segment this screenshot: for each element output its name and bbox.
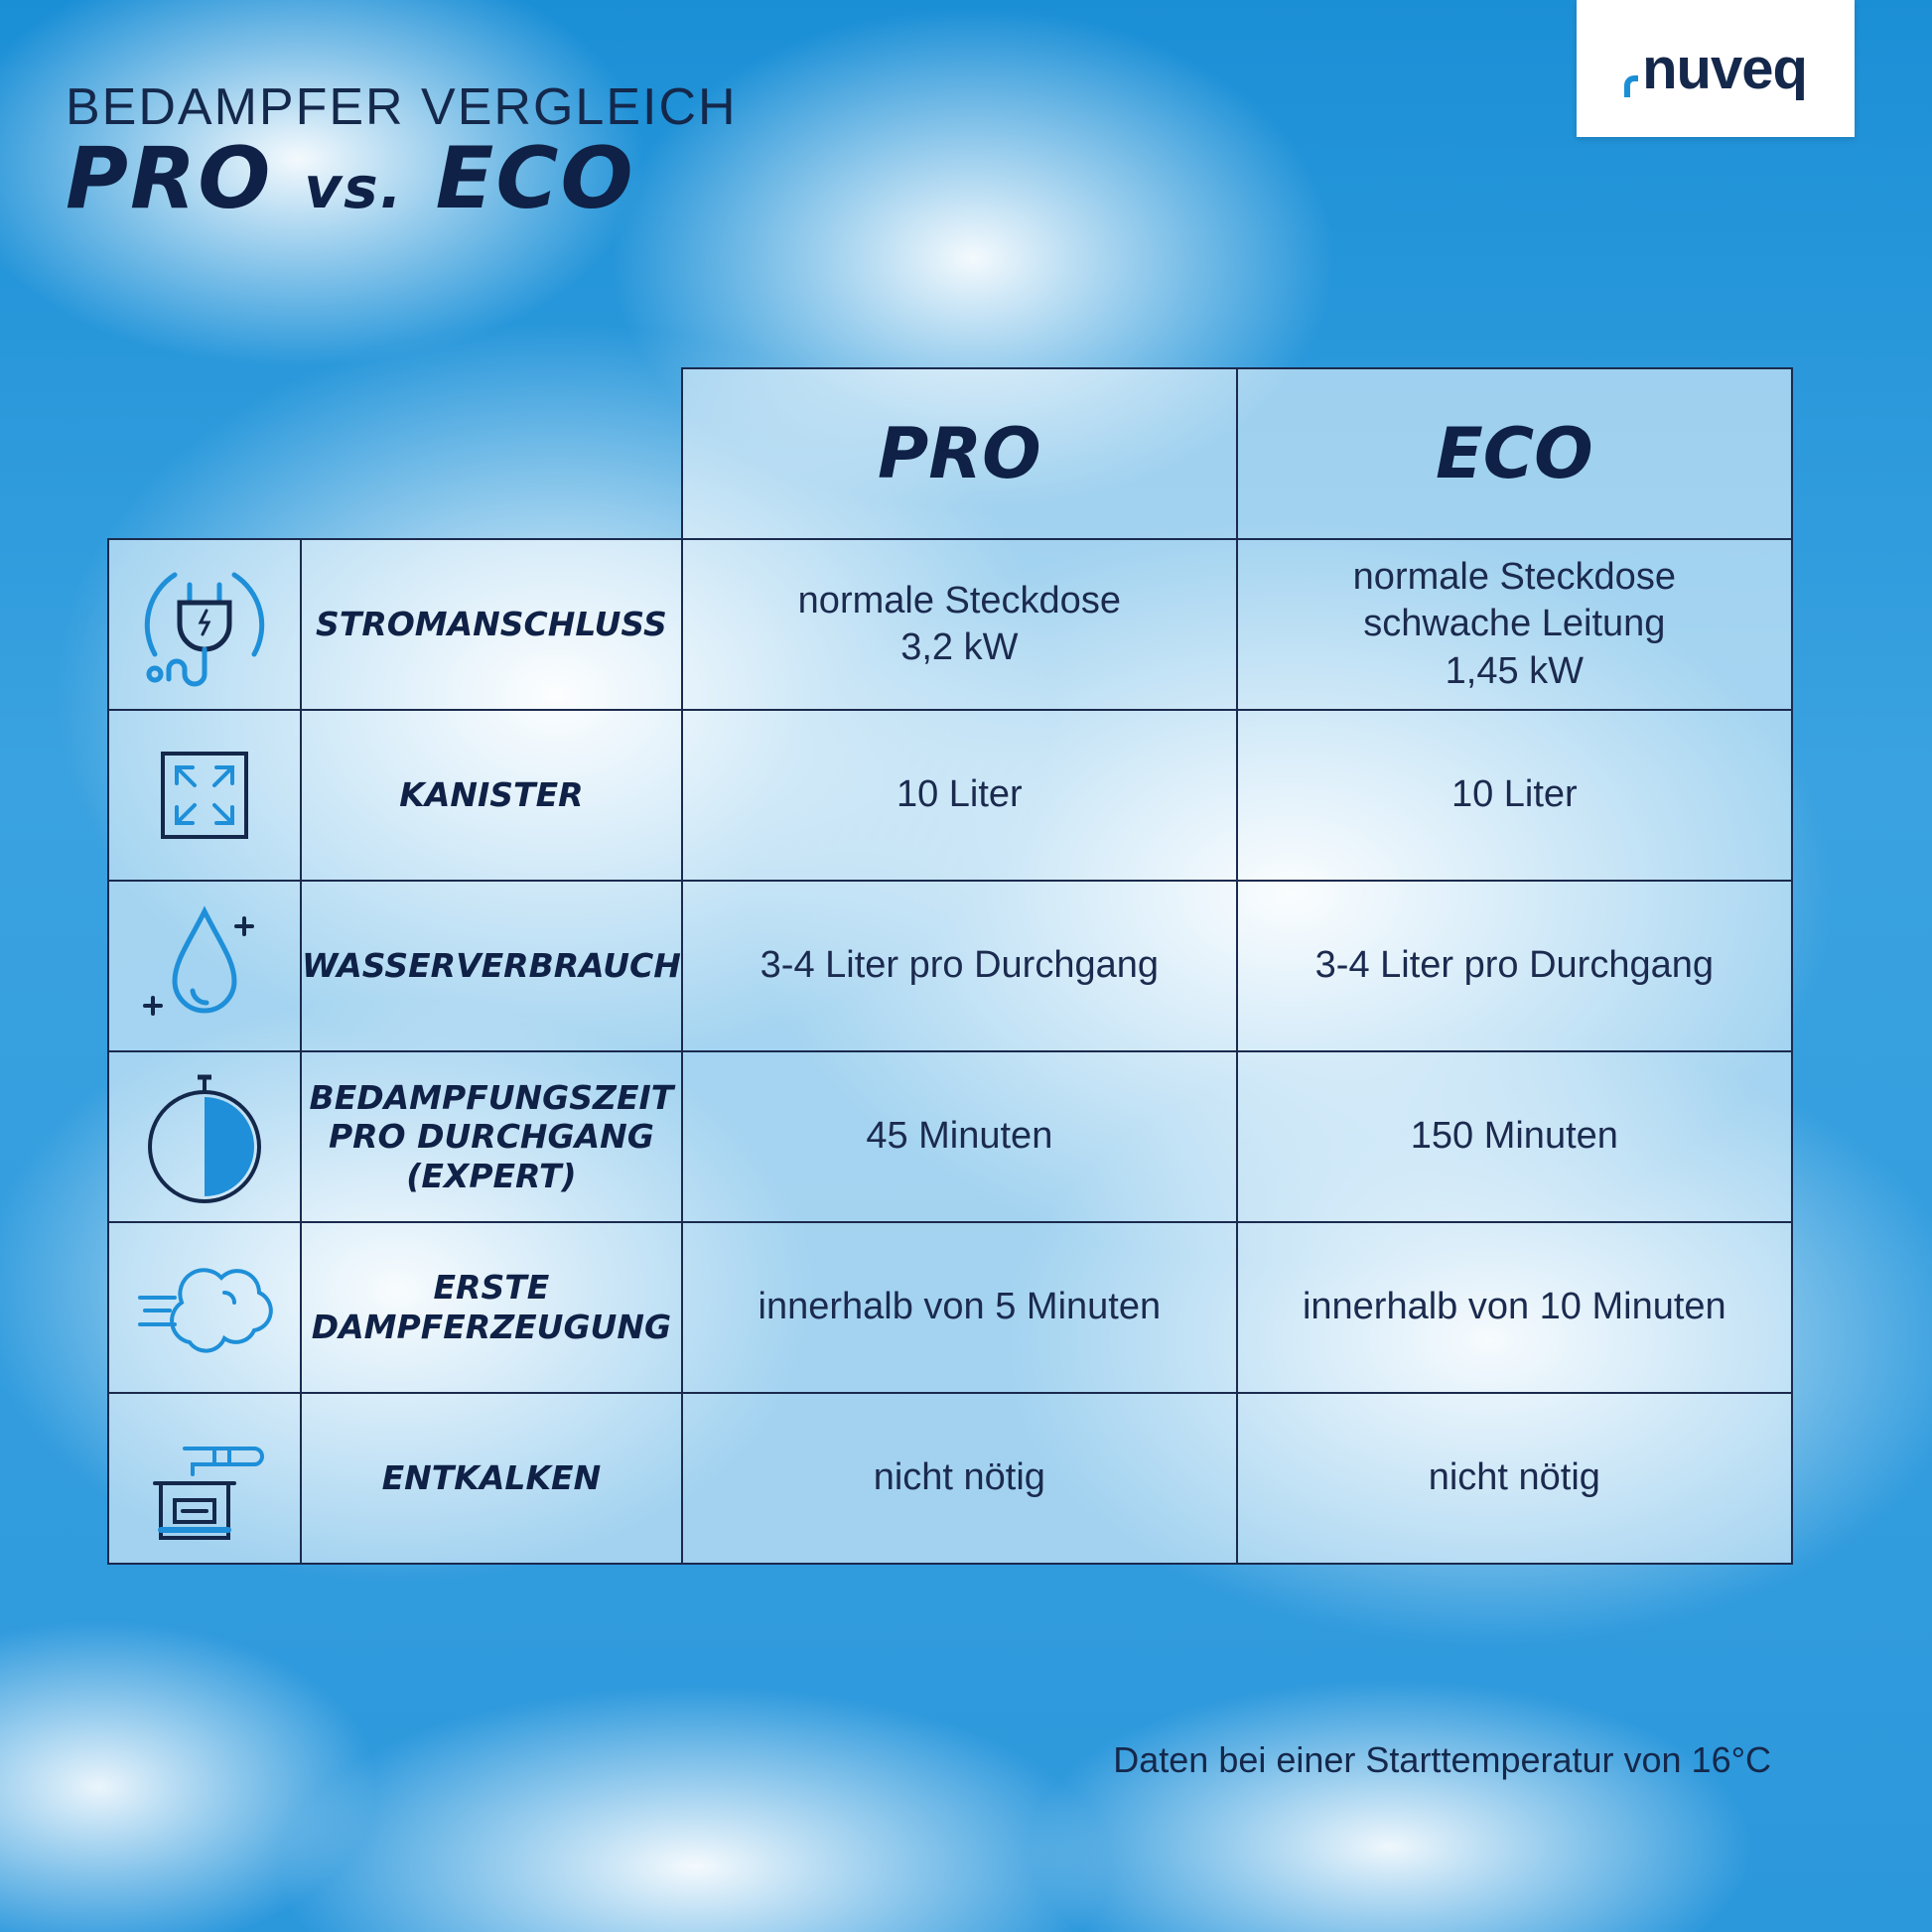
eco-value: 150 Minuten <box>1237 1051 1792 1222</box>
eco-value: nicht nötig <box>1237 1393 1792 1564</box>
eco-value: 10 Liter <box>1237 710 1792 881</box>
logo-wordmark: nuveq <box>1624 36 1807 102</box>
title-vs: vs. <box>304 154 404 221</box>
pro-value: innerhalb von 5 Minuten <box>682 1222 1237 1393</box>
table-row <box>108 710 1792 881</box>
footnote: Daten bei einer Starttemperatur von 16°C <box>1113 1739 1771 1780</box>
logo-mark-icon <box>1624 75 1638 97</box>
page-title <box>66 129 635 228</box>
table-row <box>108 1222 1792 1393</box>
table-row <box>108 1393 1792 1564</box>
table-row <box>108 1051 1792 1222</box>
eco-value: innerhalb von 10 Minuten <box>1237 1222 1792 1393</box>
expand-arrows-icon <box>108 710 301 881</box>
title-eco: ECO <box>435 129 635 228</box>
pro-value: 45 Minuten <box>682 1051 1237 1222</box>
row-label: BEDAMPFUNGSZEIT PRO DURCHGANG (EXPERT) <box>301 1051 682 1222</box>
row-label: WASSERVERBRAUCH <box>301 881 682 1051</box>
page-subtitle: BEDAMPFER VERGLEICH <box>66 78 738 136</box>
pro-value: 3-4 Liter pro Durchgang <box>682 881 1237 1051</box>
row-label: ENTKALKEN <box>301 1393 682 1564</box>
eco-value: 3-4 Liter pro Durchgang <box>1237 881 1792 1051</box>
pro-value: nicht nötig <box>682 1393 1237 1564</box>
brand-logo[interactable] <box>1577 0 1855 137</box>
pro-value: normale Steckdose 3,2 kW <box>682 539 1237 710</box>
power-plug-icon <box>108 539 301 710</box>
table-header-row <box>108 368 1792 539</box>
table-row <box>108 881 1792 1051</box>
title-pro: PRO <box>66 129 273 228</box>
descaling-beaker-icon <box>108 1393 301 1564</box>
row-label: KANISTER <box>301 710 682 881</box>
row-label: ERSTE DAMPFERZEUGUNG <box>301 1222 682 1393</box>
eco-value: normale Steckdose schwache Leitung 1,45 kW <box>1237 539 1792 710</box>
column-header-pro: PRO <box>682 368 1237 539</box>
pro-value: 10 Liter <box>682 710 1237 881</box>
row-label: STROMANSCHLUSS <box>301 539 682 710</box>
column-header-eco: ECO <box>1237 368 1792 539</box>
comparison-table <box>107 367 1793 1565</box>
water-drop-icon <box>108 881 301 1051</box>
steam-cloud-icon <box>108 1222 301 1393</box>
stopwatch-icon <box>108 1051 301 1222</box>
table-row <box>108 539 1792 710</box>
